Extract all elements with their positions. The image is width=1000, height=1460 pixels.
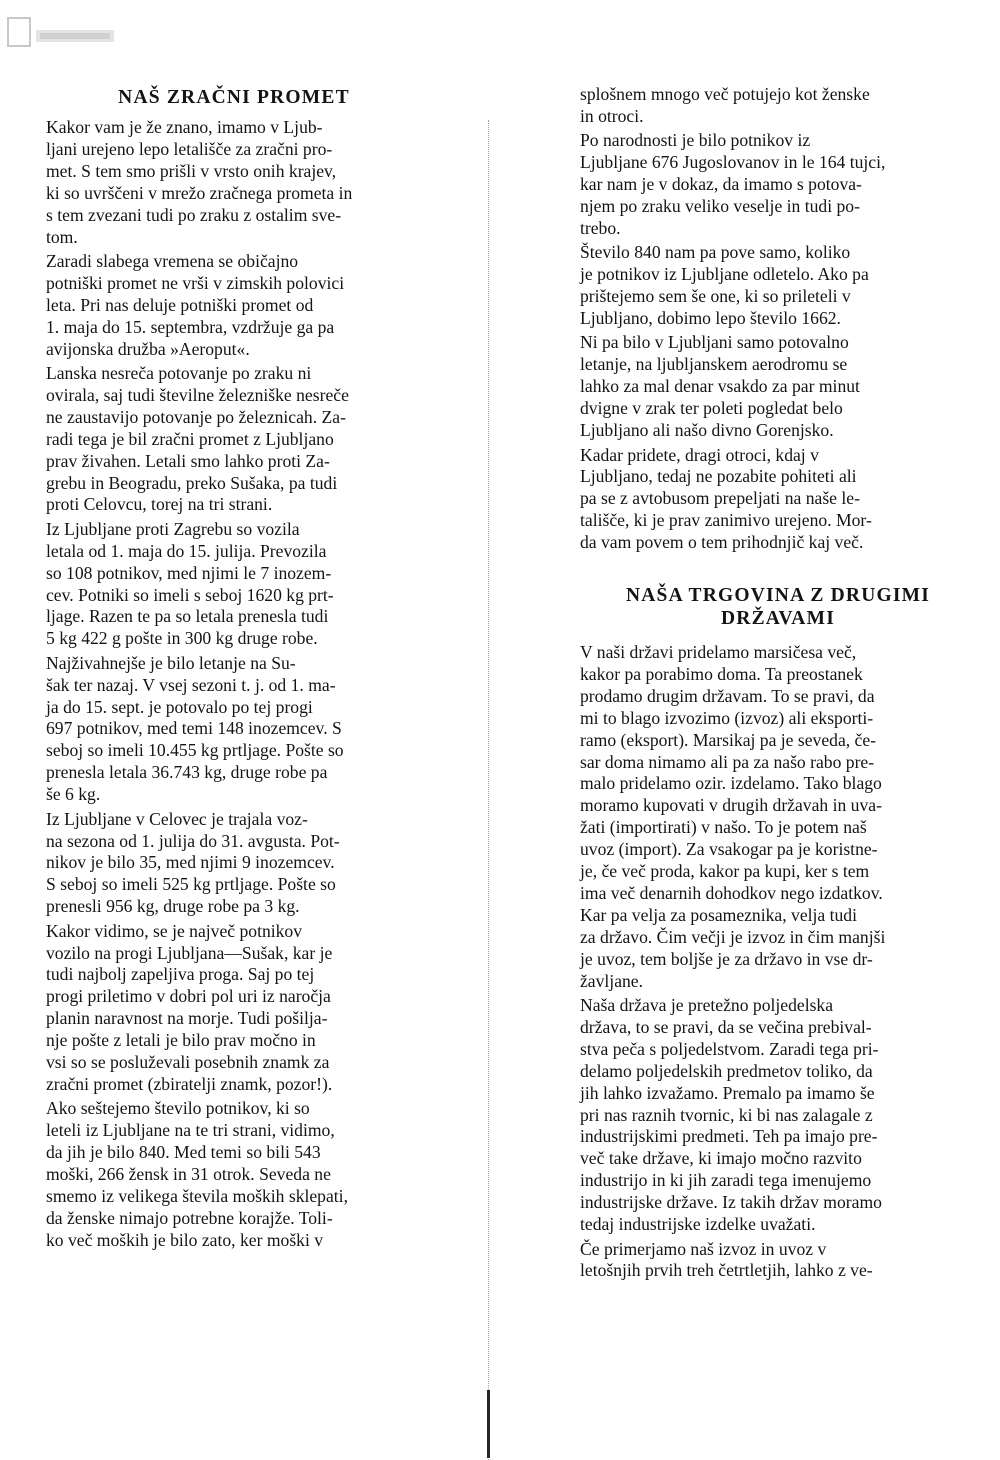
air-traffic-paragraph: Zaradi slabega vremena se običajno potniški promet ne vrši v zimskih polovici leta. Pri nas deluje potniški promet od 1. maja do 15. septembra, vzdržuje ga pa avijonska družba »Aeroput«.	[46, 250, 345, 359]
article-title-trade-line-2: DRŽAVAMI	[721, 608, 835, 630]
article-title-trade-line-1: NAŠA TRGOVINA Z DRUGIMI	[625, 585, 931, 607]
library-stamp-logo	[6, 10, 118, 50]
air-traffic-paragraph: splošnem mnogo več potujejo kot ženske in otroci.	[580, 84, 870, 126]
article-title-air-traffic: NAŠ ZRAČNI PROMET	[118, 87, 350, 108]
air-traffic-paragraph: Ako seštejemo število potnikov, ki so leteli iz Ljubljane na te tri strani, vidimo, da jih je bilo 840. Med temi so bili 543 moški, 266 žensk in 31 otrok. Seveda ne smemo iz velikega števila moških sklepati, da ženske nimajo potrebne korajže. Toli- ko več moških je bilo zato, ker moški v	[46, 1098, 348, 1250]
left-article-body	[46, 117, 422, 1252]
right-article-continuation	[580, 84, 976, 554]
column-divider	[488, 120, 489, 1460]
air-traffic-paragraph: Iz Ljubljane proti Zagrebu so vozila letala od 1. maja do 15. julija. Prevozila so 108 potnikov, med njimi le 7 inozem- cev. Potniki so imeli s seboj 1620 kg prt- ljage. Razen te pa so letala prenesla tudi 5 kg 422 g pošte in 300 kg druge robe.	[46, 518, 334, 649]
trade-paragraph: Naša država je pretežno poljedelska država, to se pravi, da se večina prebival- stva peča s poljedelstvom. Zaradi tega pri- delamo poljedelskih predmetov toliko, da jih lahko izvažamo. Premalo pa imamo še pri nas raznih tvornic, ki bi nas zalagale z industrijskimi predmeti. Teh pa imajo pre- več take države, ki imajo močno razvito industrijo in ki jih zaradi tega imenujemo industrijske države. Iz takih držav moramo tedaj industrijske izdelke uvažati.	[580, 995, 882, 1235]
right-article-body	[580, 642, 976, 1282]
air-traffic-paragraph: Kakor vam je že znano, imamo v Ljub- ljani urejeno lepo letališče za zračni pro- met. S tem smo prišli v vrsto onih krajev, ki so uvrščeni v mrežo zračnega prometa in s tem zvezani tudi po zraku z ostalim sve- tom.	[46, 117, 353, 247]
air-traffic-paragraph: Ni pa bilo v Ljubljani samo potovalno letanje, na ljubljanskem aerodromu se lahko za mal denar vsakdo za par minut dvigne v zrak ter poleti pogledat belo Ljubljano ali našo divno Gorenjsko.	[580, 332, 860, 441]
air-traffic-paragraph: Po narodnosti je bilo potnikov iz Ljubljane 676 Jugoslovanov in le 164 tujci, kar nam je v dokaz, da imamo s potova- njem po zraku veliko veselje in tudi po- trebo.	[580, 130, 886, 238]
left-column	[46, 86, 422, 1254]
air-traffic-paragraph: Kadar pridete, dragi otroci, kdaj v Ljubljano, tedaj ne pozabite pohiteti ali pa se z avtobusom prepeljati na naše le- tališče, ki je prav zanimivo urejeno. Mor- da vam povem o tem prihodnjič kaj več.	[580, 444, 872, 553]
trade-paragraph: V naši državi pridelamo marsičesa več, kakor pa porabimo doma. Ta preostanek prodamo drugim državam. To se pravi, da mi to blago izvozimo (izvoz) ali eksporti- ramo (eksport). Marsikaj pa je seveda, če- sar doma nimamo ali pa za našo rabo pre- malo pridelamo ozir. izdelamo. Tako blago moramo kupovati v drugih državah in uva- žati (importirati) v našo. To je potem naš uvoz (import). Za vsakogar pa je koristne- je, če več proda, kakor pa kupi, ker s tem ima več denarnih dohodkov nego izdatkov. Kar pa velja za posameznika, velja tudi za državo. Čim večji je izvoz in čim manjši je uvoz, tem boljše je za državo in vse dr- žavljane.	[580, 642, 886, 991]
air-traffic-paragraph: Kakor vidimo, se je največ potnikov vozilo na progi Ljubljana—Sušak, kar je tudi najbolj zapeljiva proga. Saj po tej progi priletimo v dobri pol uri iz naročja planin naravnost na morje. Tudi pošilja- nje pošte z letali je bilo prav močno in vsi so se posluževali posebnih znamk za zračni promet (zbiratelji znamk, pozor!).	[46, 920, 333, 1094]
air-traffic-paragraph: Lanska nesreča potovanje po zraku ni ovirala, saj tudi številne železniške nesreče ne zaustavijo potovanje po železnicah. Za- radi tega je bil zračni promet z Ljubljano prav živahen. Letali smo lahko proti Za- grebu in Beogradu, preko Sušaka, pa tudi proti Celovcu, torej na tri strani.	[46, 362, 349, 515]
air-traffic-paragraph: Najživahnejše je bilo letanje na Su- šak ter nazaj. V vsej sezoni t. j. od 1. ma- ja do 15. sept. je potovalo po tej progi 697 potnikov, med temi 148 inozemcev. S seboj so imeli 10.455 kg prtljage. Pošte so prenesla letala 36.743 kg, druge robe pa še 6 kg.	[46, 652, 344, 805]
binding-edge	[487, 1390, 490, 1458]
article-title-trade	[580, 584, 976, 630]
air-traffic-paragraph: Število 840 nam pa pove samo, koliko je potnikov iz Ljubljane odletelo. Ako pa prištejemo sem še one, ki so prileteli v Ljubljano, dobimo lepo število 1662.	[580, 242, 869, 329]
air-traffic-paragraph: Iz Ljubljane v Celovec je trajala voz- na sezona od 1. julija do 31. avgusta. Pot- nikov je bilo 35, med njimi 9 inozemcev. S seboj so imeli 525 kg prtljage. Pošte so prenesli 956 kg, druge robe pa 3 kg.	[46, 808, 340, 917]
right-column	[580, 84, 976, 1285]
trade-paragraph: Če primerjamo naš izvoz in uvoz v letošnjih prvih treh četrtletjih, lahko z ve-	[580, 1238, 873, 1281]
